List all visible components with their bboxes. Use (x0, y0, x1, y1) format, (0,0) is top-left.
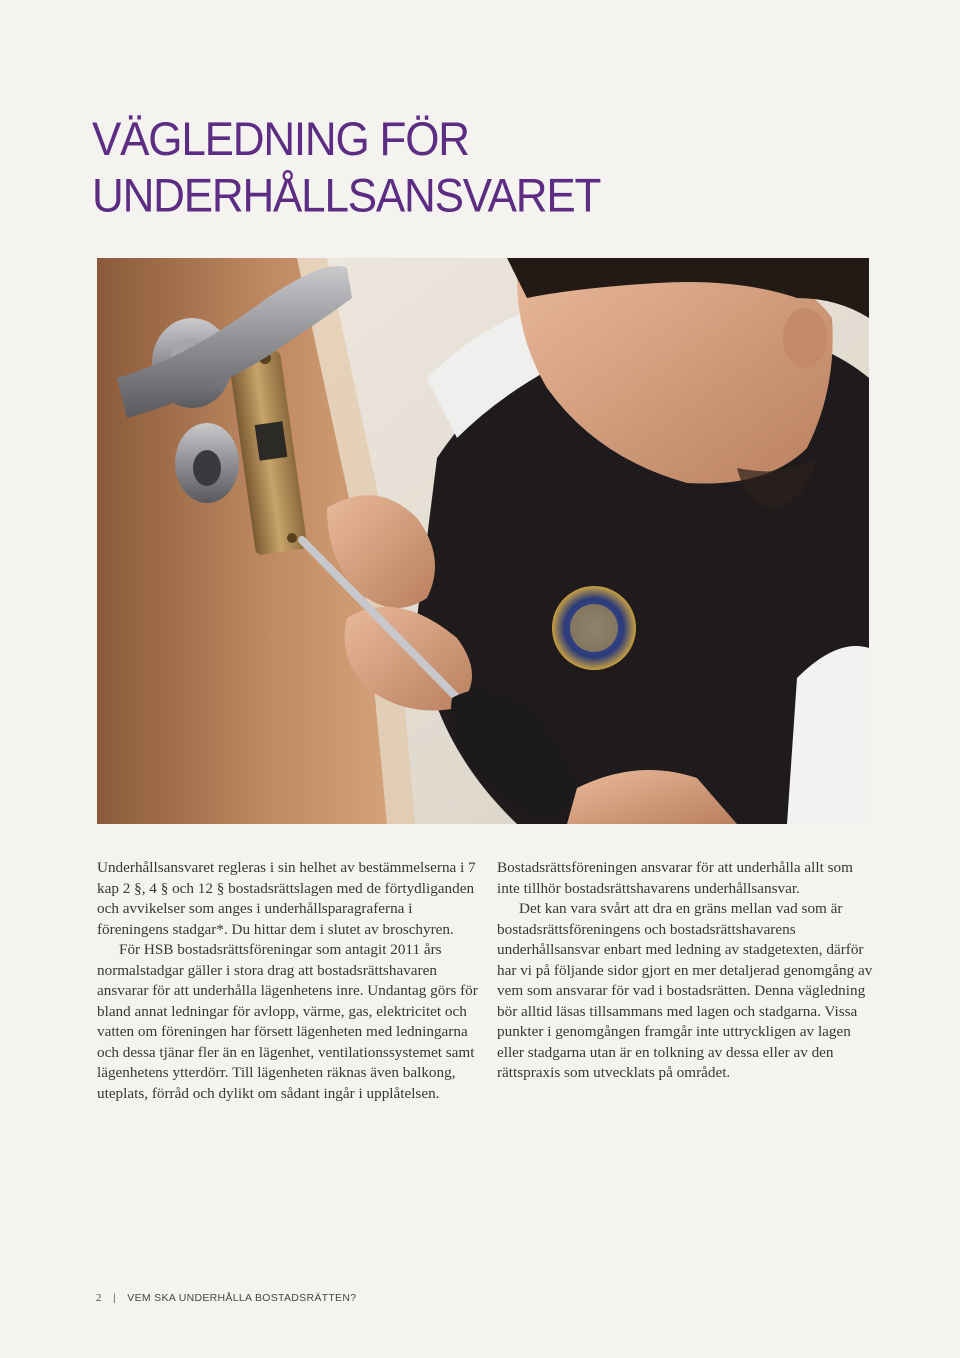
footer-separator: | (113, 1292, 117, 1304)
footer-section-title: VEM SKA UNDERHÅLLA BOSTADSRÄTTEN? (127, 1292, 357, 1304)
body-paragraph: För HSB bostadsrättsföreningar som antagit 2011 års normalstadgar gäller i stora drag att bostadsrättshavaren ansvarar för att underhålla lägenhetens inre. Undantag görs för bland annat ledningar för avlopp, värme, gas, elektricitet och vatten om föreningen har försett lägenheten med ledningarna och dessa tjänar fler än en lägenhet, ventilationssystemet samt lägenhetens ytterdörr. Till lägenheten räknas även balkong, uteplats, förråd och dylikt om sådant ingår i upplåtelsen. (97, 941, 478, 1102)
page-title (92, 112, 792, 224)
page-number: 2 (96, 1292, 102, 1304)
body-paragraph: Det kan vara svårt att dra en gräns mellan vad som är bostadsrättsföreningens och bostadsrättshavarens underhållsansvar enbart med ledning av stadgetexten, därför har vi på följande sidor gjort en mer detaljerad genomgång av vem som ansvarar för vad i bostadsrätten. Denna vägledning bör alltid läsas tillsammans med lagen och stadgarna. Vissa punkter i genomgången framgår inte uttryckligen av lagen eller stadgarna utan är en tolkning av dessa eller av den rättspraxis som utvecklats på området. (497, 900, 873, 1081)
body-paragraph: Bostadsrättsföreningen ansvarar för att underhålla allt som inte tillhör bostadsrättshavarens underhållsansvar. (497, 859, 853, 897)
body-column-left (97, 858, 483, 1104)
locksmith-photo-illustration (97, 258, 869, 824)
page-title-line-1: VÄGLEDNING FÖR (92, 113, 469, 166)
body-paragraph: Underhållsansvaret regleras i sin helhet av bestämmelserna i 7 kap 2 §, 4 § och 12 § bostadsrättslagen med de förtydliganden och avvikelser som anges i underhållsparagraferna i föreningens stadgar*. Du hittar dem i slutet av broschyren. (97, 859, 476, 938)
locksmith-photo (97, 258, 869, 824)
page-title-line-2: UNDERHÅLLSANSVARET (92, 169, 601, 223)
page-footer (96, 1292, 356, 1304)
body-column-right (497, 858, 873, 1084)
